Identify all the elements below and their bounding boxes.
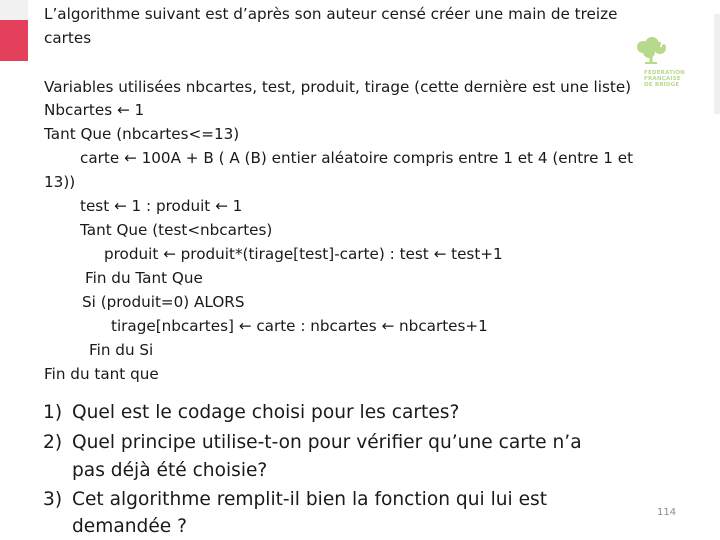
question-text: Quel principe utilise-t-on pour vérifier qu’une carte n’a bbox=[72, 432, 582, 453]
code-line: Nbcartes ← 1 bbox=[44, 101, 145, 119]
question-text: pas déjà été choisie? bbox=[72, 460, 268, 481]
logo-text bbox=[644, 70, 685, 89]
logo-acronym: FFB bbox=[660, 40, 680, 50]
code-line: produit ← produit*(tirage[test]-carte) : test ← test+1 bbox=[104, 245, 503, 263]
code-line: Fin du Tant Que bbox=[85, 269, 203, 287]
page-number: 114 bbox=[657, 507, 677, 518]
code-line: Tant Que (test<nbcartes) bbox=[80, 221, 273, 239]
code-line: Fin du Si bbox=[89, 341, 154, 359]
question-text: demandée ? bbox=[72, 516, 187, 537]
question-number: 2) bbox=[43, 432, 63, 453]
code-line: Tant Que (nbcartes<=13) bbox=[44, 125, 240, 143]
logo-text-line: FEDERATION bbox=[644, 70, 685, 76]
logo-text-line: FRANÇAISE bbox=[644, 76, 681, 83]
code-line: carte ← 100A + B ( A (B) entier aléatoire compris entre 1 et 4 (entre 1 et bbox=[80, 149, 634, 167]
code-line: Si (produit=0) ALORS bbox=[82, 293, 245, 311]
question-text: Cet algorithme remplit-il bien la fonction qui lui est bbox=[72, 489, 548, 510]
intro-line: cartes bbox=[44, 29, 92, 47]
logo-text-line: DE BRIDGE bbox=[644, 82, 680, 89]
ffb-logo bbox=[631, 34, 681, 104]
variables-line: Variables utilisées nbcartes, test, produit, tirage (cette dernière est une liste) bbox=[44, 78, 632, 96]
code-line: Fin du tant que bbox=[44, 365, 159, 383]
decorative-right-band bbox=[714, 14, 720, 114]
question-number: 1) bbox=[43, 402, 63, 423]
decorative-red-band bbox=[0, 20, 28, 61]
code-line: tirage[nbcartes] ← carte : nbcartes ← nbcartes+1 bbox=[111, 317, 488, 335]
intro-line: L’algorithme suivant est d’après son auteur censé créer une main de treize bbox=[44, 5, 618, 23]
code-line: test ← 1 : produit ← 1 bbox=[80, 197, 243, 215]
question-text: Quel est le codage choisi pour les cartes? bbox=[72, 402, 460, 423]
question-number: 3) bbox=[43, 489, 63, 510]
code-line: 13)) bbox=[44, 173, 76, 191]
